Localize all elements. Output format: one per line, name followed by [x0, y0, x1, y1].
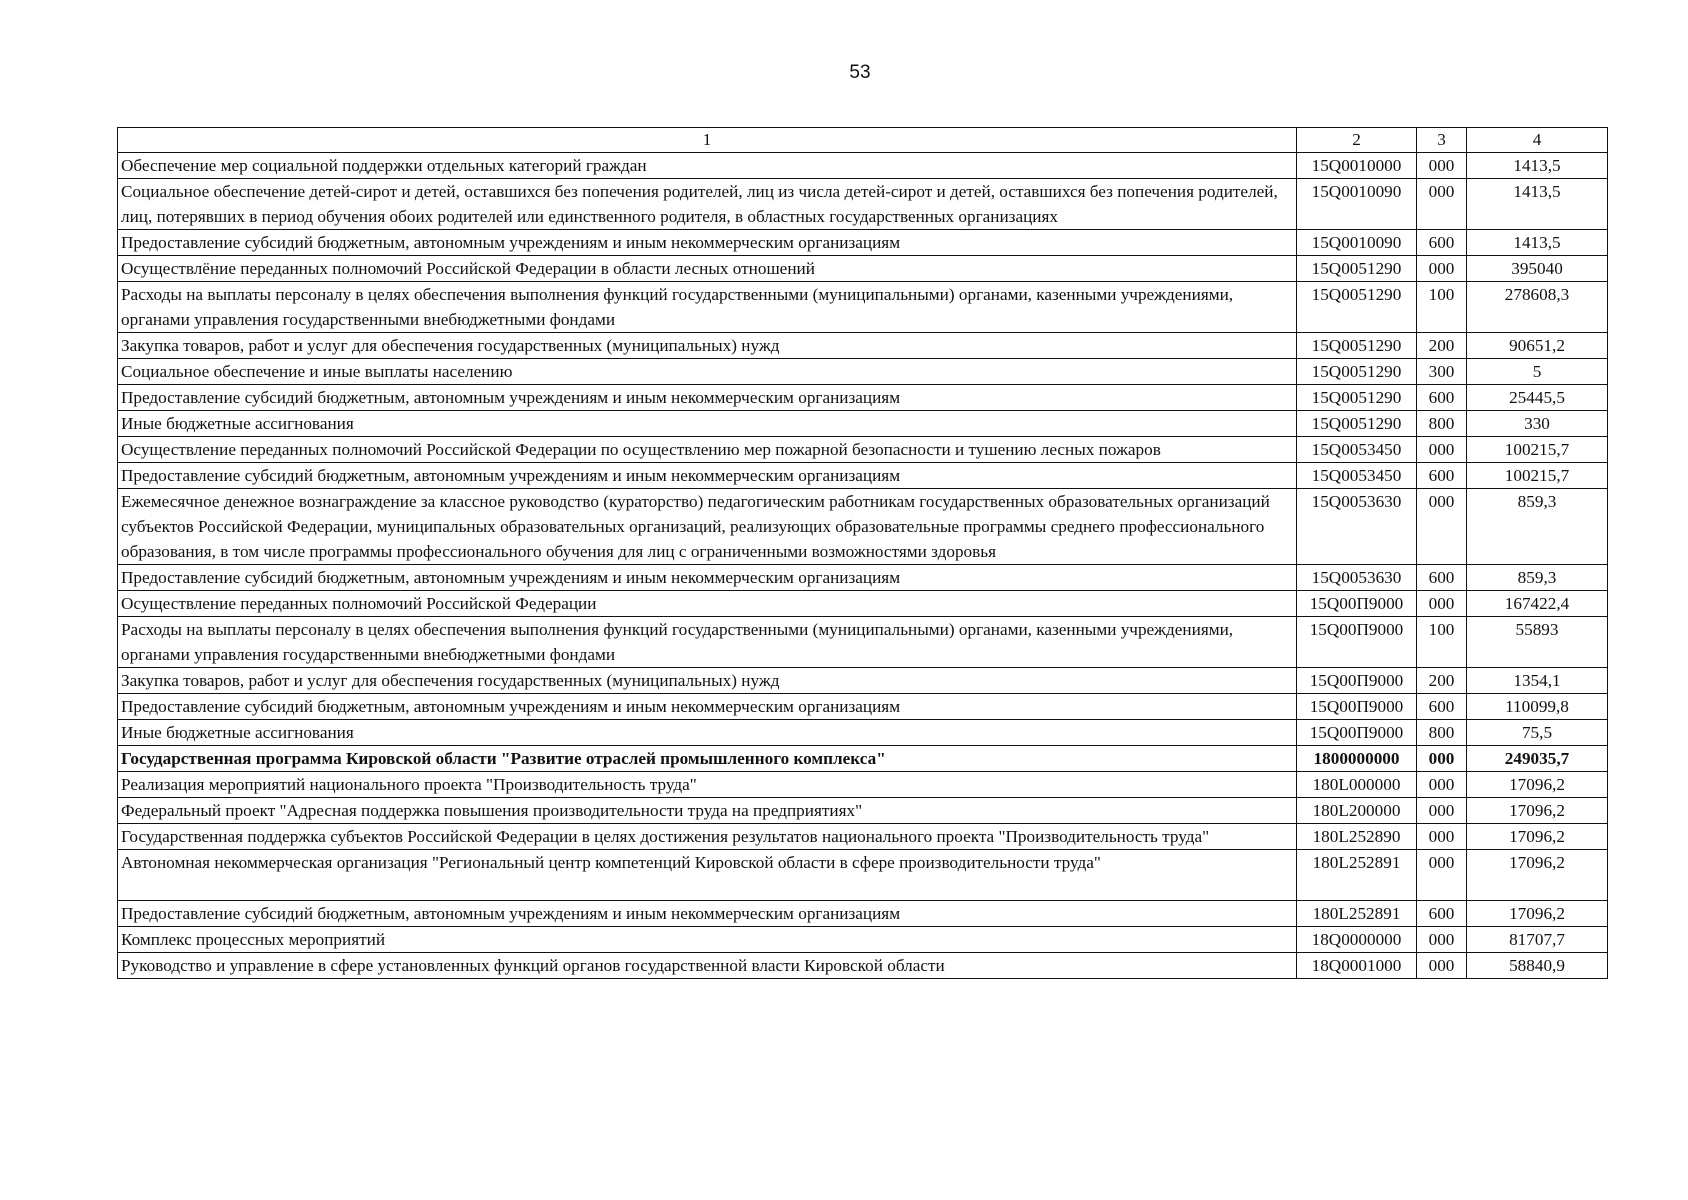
- row-name-cell: Обеспечение мер социальной поддержки отдельных категорий граждан: [118, 153, 1297, 179]
- row-code-cell: 15Q0051290: [1297, 411, 1417, 437]
- row-type-cell: 100: [1417, 282, 1467, 333]
- budget-table: [117, 127, 1608, 979]
- table-row: [118, 565, 1608, 591]
- row-code-cell: 15Q0051290: [1297, 256, 1417, 282]
- row-name-cell: Иные бюджетные ассигнования: [118, 720, 1297, 746]
- row-code-cell: 180L252891: [1297, 901, 1417, 927]
- row-sum-cell: 395040: [1467, 256, 1608, 282]
- row-type-cell: 000: [1417, 953, 1467, 979]
- row-type-cell: 000: [1417, 772, 1467, 798]
- row-name-cell: Руководство и управление в сфере установленных функций органов государственной власти Кировской области: [118, 953, 1297, 979]
- row-code-cell: 180L200000: [1297, 798, 1417, 824]
- row-name-cell: Закупка товаров, работ и услуг для обеспечения государственных (муниципальных) нужд: [118, 333, 1297, 359]
- row-type-cell: 000: [1417, 256, 1467, 282]
- row-sum-cell: 90651,2: [1467, 333, 1608, 359]
- row-sum-cell: 100215,7: [1467, 463, 1608, 489]
- row-type-cell: 600: [1417, 901, 1467, 927]
- row-code-cell: 15Q0051290: [1297, 385, 1417, 411]
- row-name-cell: Предоставление субсидий бюджетным, автономным учреждениям и иным некоммерческим организациям: [118, 694, 1297, 720]
- row-code-cell: 15Q0053450: [1297, 437, 1417, 463]
- table-row: [118, 668, 1608, 694]
- row-code-cell: 15Q0010090: [1297, 179, 1417, 230]
- table-row: [118, 901, 1608, 927]
- row-type-cell: 300: [1417, 359, 1467, 385]
- table-row: [118, 798, 1608, 824]
- row-sum-cell: 859,3: [1467, 489, 1608, 565]
- table-row: [118, 720, 1608, 746]
- table-body: [118, 153, 1608, 979]
- page-number: 53: [849, 62, 871, 83]
- row-type-cell: 000: [1417, 153, 1467, 179]
- row-name-cell: Федеральный проект "Адресная поддержка повышения производительности труда на предприятиях": [118, 798, 1297, 824]
- table-row: [118, 953, 1608, 979]
- row-code-cell: 15Q00П9000: [1297, 617, 1417, 668]
- row-type-cell: 600: [1417, 230, 1467, 256]
- header-cell-type: 3: [1417, 128, 1467, 153]
- table-row: [118, 256, 1608, 282]
- header-cell-code: 2: [1297, 128, 1417, 153]
- table-row: [118, 333, 1608, 359]
- row-type-cell: 000: [1417, 798, 1467, 824]
- row-sum-cell: 17096,2: [1467, 850, 1608, 901]
- table-row: [118, 927, 1608, 953]
- row-code-cell: 15Q00П9000: [1297, 591, 1417, 617]
- row-name-cell: Комплекс процессных мероприятий: [118, 927, 1297, 953]
- row-sum-cell: 330: [1467, 411, 1608, 437]
- row-name-cell: Осуществление переданных полномочий Российской Федерации по осуществлению мер пожарной безопасности и тушению лесных пожаров: [118, 437, 1297, 463]
- row-sum-cell: 1354,1: [1467, 668, 1608, 694]
- table-row: [118, 850, 1608, 901]
- table-row: [118, 282, 1608, 333]
- row-sum-cell: 25445,5: [1467, 385, 1608, 411]
- table-row: [118, 489, 1608, 565]
- row-type-cell: 000: [1417, 824, 1467, 850]
- row-name-cell: Иные бюджетные ассигнования: [118, 411, 1297, 437]
- row-type-cell: 600: [1417, 385, 1467, 411]
- row-type-cell: 000: [1417, 591, 1467, 617]
- row-sum-cell: 58840,9: [1467, 953, 1608, 979]
- row-sum-cell: 1413,5: [1467, 179, 1608, 230]
- row-type-cell: 600: [1417, 694, 1467, 720]
- row-name-cell: Расходы на выплаты персоналу в целях обеспечения выполнения функций государственными (муниципальными) органами, казенными учреждениями, органами управления государственными внебюджетными фондами: [118, 282, 1297, 333]
- row-name-cell: Осуществлёние переданных полномочий Российской Федерации в области лесных отношений: [118, 256, 1297, 282]
- row-code-cell: 15Q0053450: [1297, 463, 1417, 489]
- row-code-cell: 15Q00П9000: [1297, 720, 1417, 746]
- row-type-cell: 100: [1417, 617, 1467, 668]
- row-code-cell: 15Q00П9000: [1297, 668, 1417, 694]
- table-row: [118, 824, 1608, 850]
- row-type-cell: 000: [1417, 850, 1467, 901]
- table-row: [118, 179, 1608, 230]
- row-code-cell: 15Q0051290: [1297, 282, 1417, 333]
- row-sum-cell: 75,5: [1467, 720, 1608, 746]
- row-name-cell: Государственная программа Кировской области "Развитие отраслей промышленного комплекса": [118, 746, 1297, 772]
- table-row: [118, 694, 1608, 720]
- row-type-cell: 000: [1417, 746, 1467, 772]
- row-sum-cell: 100215,7: [1467, 437, 1608, 463]
- row-name-cell: Осуществление переданных полномочий Российской Федерации: [118, 591, 1297, 617]
- row-sum-cell: 81707,7: [1467, 927, 1608, 953]
- table-row: [118, 746, 1608, 772]
- row-sum-cell: 167422,4: [1467, 591, 1608, 617]
- row-sum-cell: 278608,3: [1467, 282, 1608, 333]
- header-cell-name: 1: [118, 128, 1297, 153]
- row-code-cell: 15Q0051290: [1297, 359, 1417, 385]
- row-code-cell: 15Q0010090: [1297, 230, 1417, 256]
- row-sum-cell: 1413,5: [1467, 230, 1608, 256]
- header-cell-sum: 4: [1467, 128, 1608, 153]
- row-type-cell: 200: [1417, 333, 1467, 359]
- row-code-cell: 180L000000: [1297, 772, 1417, 798]
- row-type-cell: 000: [1417, 179, 1467, 230]
- row-code-cell: 180L252890: [1297, 824, 1417, 850]
- row-sum-cell: 1413,5: [1467, 153, 1608, 179]
- row-type-cell: 600: [1417, 565, 1467, 591]
- row-name-cell: Автономная некоммерческая организация "Региональный центр компетенций Кировской области в сфере производительности труда": [118, 850, 1297, 901]
- row-code-cell: 15Q0010000: [1297, 153, 1417, 179]
- row-name-cell: Предоставление субсидий бюджетным, автономным учреждениям и иным некоммерческим организациям: [118, 463, 1297, 489]
- row-name-cell: Предоставление субсидий бюджетным, автономным учреждениям и иным некоммерческим организациям: [118, 385, 1297, 411]
- row-sum-cell: 110099,8: [1467, 694, 1608, 720]
- row-code-cell: 1800000000: [1297, 746, 1417, 772]
- row-sum-cell: 17096,2: [1467, 772, 1608, 798]
- table-row: [118, 617, 1608, 668]
- row-sum-cell: 859,3: [1467, 565, 1608, 591]
- row-name-cell: Социальное обеспечение детей-сирот и детей, оставшихся без попечения родителей, лиц из числа детей-сирот и детей, оставшихся без попечения родителей, лиц, потерявших в период обучения обоих родителей или единственного родителя, в областных государственных организациях: [118, 179, 1297, 230]
- row-code-cell: 15Q00П9000: [1297, 694, 1417, 720]
- row-name-cell: Предоставление субсидий бюджетным, автономным учреждениям и иным некоммерческим организациям: [118, 565, 1297, 591]
- row-sum-cell: 5: [1467, 359, 1608, 385]
- row-sum-cell: 55893: [1467, 617, 1608, 668]
- table-row: [118, 411, 1608, 437]
- table-row: [118, 772, 1608, 798]
- row-code-cell: 15Q0053630: [1297, 489, 1417, 565]
- table-row: [118, 230, 1608, 256]
- row-name-cell: Предоставление субсидий бюджетным, автономным учреждениям и иным некоммерческим организациям: [118, 230, 1297, 256]
- row-type-cell: 600: [1417, 463, 1467, 489]
- row-type-cell: 800: [1417, 411, 1467, 437]
- row-type-cell: 000: [1417, 437, 1467, 463]
- row-code-cell: 15Q0053630: [1297, 565, 1417, 591]
- row-code-cell: 18Q0001000: [1297, 953, 1417, 979]
- row-name-cell: Расходы на выплаты персоналу в целях обеспечения выполнения функций государственными (муниципальными) органами, казенными учреждениями, органами управления государственными внебюджетными фондами: [118, 617, 1297, 668]
- row-name-cell: Закупка товаров, работ и услуг для обеспечения государственных (муниципальных) нужд: [118, 668, 1297, 694]
- table-row: [118, 591, 1608, 617]
- row-code-cell: 18Q0000000: [1297, 927, 1417, 953]
- row-code-cell: 180L252891: [1297, 850, 1417, 901]
- row-sum-cell: 17096,2: [1467, 901, 1608, 927]
- row-type-cell: 000: [1417, 489, 1467, 565]
- row-name-cell: Реализация мероприятий национального проекта "Производительность труда": [118, 772, 1297, 798]
- row-sum-cell: 17096,2: [1467, 824, 1608, 850]
- row-code-cell: 15Q0051290: [1297, 333, 1417, 359]
- row-name-cell: Государственная поддержка субъектов Российской Федерации в целях достижения результатов национального проекта "Производительность труда": [118, 824, 1297, 850]
- row-sum-cell: 249035,7: [1467, 746, 1608, 772]
- table-row: [118, 153, 1608, 179]
- row-name-cell: Ежемесячное денежное вознаграждение за классное руководство (кураторство) педагогическим работникам государственных образовательных организаций субъектов Российской Федерации, муниципальных образовательных организаций, реализующих образовательные программы среднего профессионального образования, в том числе программы профессионального обучения для лиц с ограниченными возможностями здоровья: [118, 489, 1297, 565]
- table-row: [118, 463, 1608, 489]
- table-row: [118, 437, 1608, 463]
- header-row: [118, 128, 1608, 153]
- row-type-cell: 200: [1417, 668, 1467, 694]
- table-row: [118, 385, 1608, 411]
- row-name-cell: Предоставление субсидий бюджетным, автономным учреждениям и иным некоммерческим организациям: [118, 901, 1297, 927]
- row-type-cell: 000: [1417, 927, 1467, 953]
- table-row: [118, 359, 1608, 385]
- row-type-cell: 800: [1417, 720, 1467, 746]
- row-name-cell: Социальное обеспечение и иные выплаты населению: [118, 359, 1297, 385]
- row-sum-cell: 17096,2: [1467, 798, 1608, 824]
